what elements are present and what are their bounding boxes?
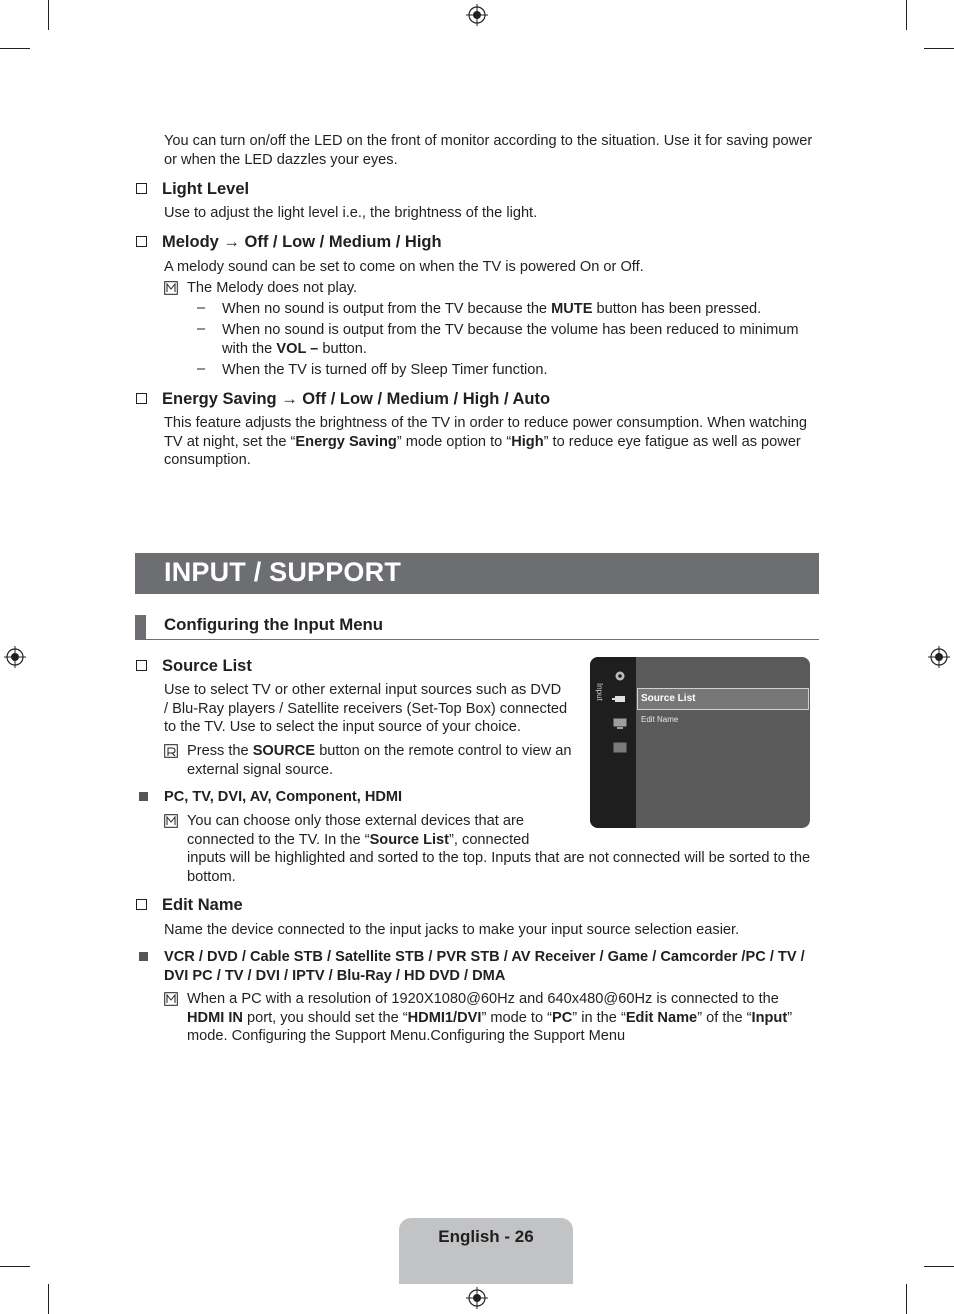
text: Use to select TV or other external input sources such as DVD	[164, 682, 562, 698]
device-list	[164, 948, 805, 985]
text: ” of the “	[697, 1009, 752, 1026]
text: When a PC with a resolution of 1920X1080@60Hz and 640x480@60Hz is connected to the	[187, 991, 779, 1007]
gear-icon	[613, 669, 627, 683]
dash-bullet: –	[197, 321, 206, 337]
text-line	[187, 742, 572, 761]
bold-text: High	[511, 433, 544, 450]
text: button has been pressed.	[592, 301, 762, 317]
registration-mark-icon	[466, 4, 488, 26]
crop-mark	[0, 1266, 30, 1267]
text-line	[187, 831, 810, 850]
page-number-tab	[399, 1218, 573, 1284]
edit-name-heading	[136, 895, 243, 915]
heading-text: Edit Name	[162, 896, 243, 914]
melody-bullet-3: When the TV is turned off by Sleep Timer function.	[222, 362, 548, 378]
melody-desc: A melody sound can be set to come on when the TV is powered On or Off.	[164, 259, 644, 275]
osd-item-source-list[interactable]	[637, 688, 809, 710]
text: VCR / DVD / Cable STB / Satellite STB / PVR STB / AV Receiver / Game / Camcorder /PC / TV /	[164, 949, 805, 965]
registration-mark-icon	[466, 1287, 488, 1309]
checkbox-bullet-icon	[136, 183, 147, 194]
remote-note-icon	[164, 744, 178, 758]
text: Press the	[187, 743, 253, 759]
input-plug-icon	[612, 693, 628, 705]
dash-bullet: –	[197, 300, 206, 316]
text: button on the remote control to view an	[315, 743, 572, 759]
page-number: English - 26	[438, 1227, 534, 1246]
text: external signal source.	[187, 761, 334, 778]
subsection-rule	[146, 639, 819, 640]
checkbox-bullet-icon	[136, 393, 147, 404]
edit-name-desc: Name the device connected to the input jacks to make your input source selection easier.	[164, 922, 740, 938]
checkbox-bullet-icon	[136, 899, 147, 910]
square-bullet-icon	[139, 792, 148, 801]
text: consumption.	[164, 452, 251, 469]
registration-mark-icon	[4, 646, 26, 668]
text: connected to the TV. In the “	[187, 831, 370, 848]
registration-mark-icon	[928, 646, 950, 668]
text-line	[222, 340, 799, 359]
bold-text: Source List	[369, 831, 450, 848]
text: When no sound is output from the TV because the	[222, 301, 552, 317]
text: ”	[787, 1009, 793, 1026]
source-list-desc	[164, 681, 567, 737]
text: inputs will be highlighted and sorted to the top. Inputs that are not connected will be sorted to the	[187, 850, 811, 867]
osd-side-label: Input	[595, 683, 604, 701]
text: This feature adjusts the brightness of the TV in order to reduce power consumption. When watching	[164, 415, 808, 431]
section-title: INPUT / SUPPORT	[164, 557, 402, 587]
device-list-note	[187, 990, 792, 1046]
note-icon	[164, 992, 178, 1006]
light-level-desc: Use to adjust the light level i.e., the brightness of the light.	[164, 205, 538, 221]
text: ” in the “	[572, 1009, 626, 1026]
heading-text: Energy Saving → Off / Low / Medium / High / Auto	[162, 390, 551, 408]
bold-text: Energy Saving	[295, 433, 397, 450]
crop-mark	[924, 1266, 954, 1267]
light-level-heading	[136, 179, 249, 199]
text: ” to reduce eye fatigue as well as power	[543, 433, 801, 450]
text: button.	[318, 341, 367, 357]
intro-paragraph	[164, 132, 812, 169]
bold-text: HDMI IN	[187, 1009, 243, 1026]
square-bullet-icon	[139, 952, 148, 961]
text: DVI PC / TV / DVI / IPTV / Blu-Ray / HD DVD / DMA	[164, 967, 506, 984]
text: bottom.	[187, 868, 236, 885]
source-list-heading	[136, 656, 252, 676]
melody-heading	[136, 232, 442, 252]
bold-text: Input	[751, 1009, 788, 1026]
intro-line: or when the LED dazzles your eyes.	[164, 151, 398, 168]
crop-mark	[48, 0, 49, 30]
text: with the	[222, 341, 277, 357]
pc-list-title: PC, TV, DVI, AV, Component, HDMI	[164, 789, 403, 805]
text-line	[164, 433, 807, 452]
text: to the TV. Use to select the input source of your choice.	[164, 719, 521, 736]
dash-bullet: –	[197, 361, 206, 377]
subsection-marker	[135, 615, 146, 640]
note-icon	[164, 281, 178, 295]
crop-mark	[906, 0, 907, 30]
bold-text: PC	[552, 1009, 573, 1026]
text: TV at night, set the “	[164, 433, 296, 450]
heading-text: Melody → Off / Low / Medium / High	[162, 233, 442, 251]
crop-mark	[48, 1284, 49, 1314]
melody-bullet-2	[222, 321, 799, 359]
bold-text: MUTE	[551, 301, 593, 317]
text: mode. Configuring the Support Menu.Configuring the Support Menu	[187, 1028, 626, 1045]
tv-icon	[613, 718, 627, 729]
support-icon	[613, 742, 627, 753]
heading-text: Source List	[162, 657, 252, 675]
bold-text: VOL –	[276, 341, 319, 357]
heading-text: Light Level	[162, 180, 250, 198]
osd-item-edit-name[interactable]: Edit Name	[641, 715, 679, 724]
energy-heading	[136, 389, 550, 409]
text-line	[187, 1009, 792, 1028]
crop-mark	[906, 1284, 907, 1314]
checkbox-bullet-icon	[136, 660, 147, 671]
text: When no sound is output from the TV because the volume has been reduced to minimum	[222, 322, 799, 338]
source-note	[187, 742, 572, 779]
osd-item-label: Source List	[641, 693, 696, 704]
bold-text: Edit Name	[625, 1009, 698, 1026]
melody-bullet-1	[222, 300, 761, 319]
subsection-title: Configuring the Input Menu	[164, 615, 384, 634]
text: ”, connected	[449, 831, 530, 848]
crop-mark	[924, 48, 954, 49]
section-banner	[135, 553, 819, 594]
text: / Blu-Ray players / Satellite receivers (Set-Top Box) connected	[164, 700, 568, 717]
melody-note: The Melody does not play.	[187, 280, 358, 296]
text: ” mode option to “	[396, 433, 512, 450]
text: ” mode to “	[481, 1009, 552, 1026]
bold-text: HDMI1/DVI	[407, 1009, 482, 1026]
checkbox-bullet-icon	[136, 236, 147, 247]
bold-text: SOURCE	[252, 743, 316, 759]
text: You can choose only those external devices that are	[187, 813, 524, 829]
text: port, you should set the “	[242, 1009, 408, 1026]
intro-line: You can turn on/off the LED on the front of monitor according to the situation. Use it for saving power	[164, 133, 813, 149]
crop-mark	[0, 48, 30, 49]
energy-desc	[164, 414, 807, 470]
osd-menu	[590, 657, 810, 828]
note-icon	[164, 814, 178, 828]
